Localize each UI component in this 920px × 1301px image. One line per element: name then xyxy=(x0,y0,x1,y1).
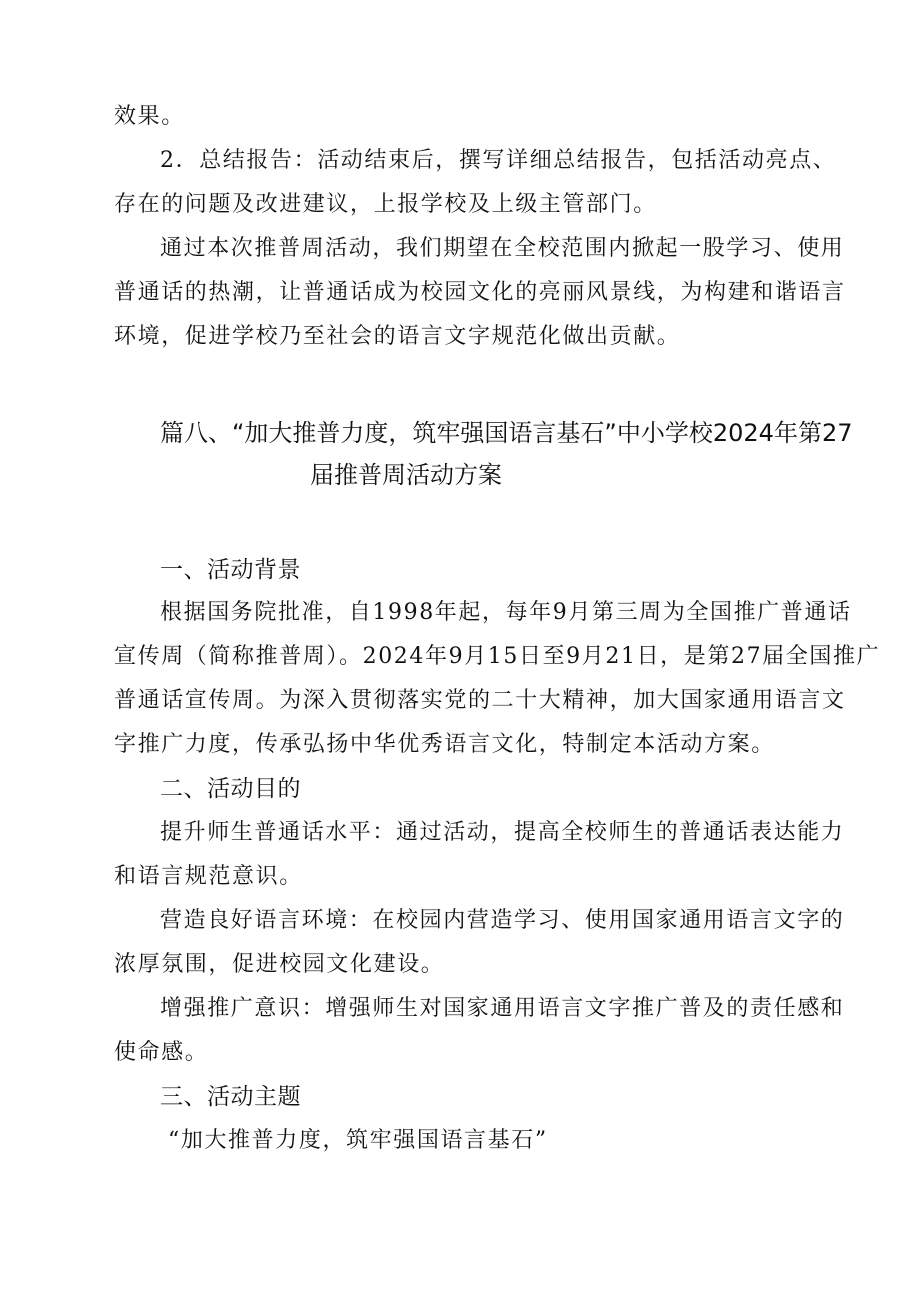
section3-theme-line: “加大推普力度，筑牢强国语言基石” xyxy=(168,1128,548,1153)
section2-line-1: 提升师生普通话水平：通过活动，提高全校师生的普通话表达能力 xyxy=(160,820,845,845)
section-heading-theme: 三、活动主题 xyxy=(160,1084,301,1110)
intro-line-5: 普通话的热潮，让普通话成为校园文化的亮丽风景线，为构建和谐语言 xyxy=(114,280,846,305)
intro-line-4: 通过本次推普周活动，我们期望在全校范围内掀起一股学习、使用 xyxy=(160,236,845,261)
intro-line-3: 存在的问题及改进建议，上报学校及上级主管部门。 xyxy=(114,192,657,217)
section2-line-5: 增强推广意识：增强师生对国家通用语言文字推广普及的责任感和 xyxy=(160,996,845,1021)
intro-line-6: 环境，促进学校乃至社会的语言文字规范化做出贡献。 xyxy=(114,324,681,349)
section2-line-6: 使命感。 xyxy=(114,1040,209,1065)
section1-line-3: 普通话宣传周。为深入贯彻落实党的二十大精神，加大国家通用语言文 xyxy=(114,688,846,713)
document-title-line-2: 届推普周活动方案 xyxy=(310,461,502,489)
section2-line-3: 营造良好语言环境：在校园内营造学习、使用国家通用语言文字的 xyxy=(160,908,845,933)
document-title-line-1: 篇八、“加大推普力度，筑牢强国语言基石”中小学校2024年第27 xyxy=(160,419,853,447)
section-heading-background: 一、活动背景 xyxy=(160,557,301,583)
section1-line-4: 字推广力度，传承弘扬中华优秀语言文化，特制定本活动方案。 xyxy=(114,732,775,757)
section2-line-4: 浓厚氛围，促进校园文化建设。 xyxy=(114,952,445,977)
intro-line-1: 效果。 xyxy=(114,104,185,129)
intro-line-2: 2．总结报告：活动结束后，撰写详细总结报告，包括活动亮点、 xyxy=(160,148,837,173)
section1-line-1: 根据国务院批准，自1998年起，每年9月第三周为全国推广普通话 xyxy=(160,600,852,625)
section-heading-purpose: 二、活动目的 xyxy=(160,776,301,802)
section1-line-2: 宣传周（简称推普周）。2024年9月15日至9月21日，是第27届全国推广 xyxy=(114,644,881,669)
section2-line-2: 和语言规范意识。 xyxy=(114,864,303,889)
